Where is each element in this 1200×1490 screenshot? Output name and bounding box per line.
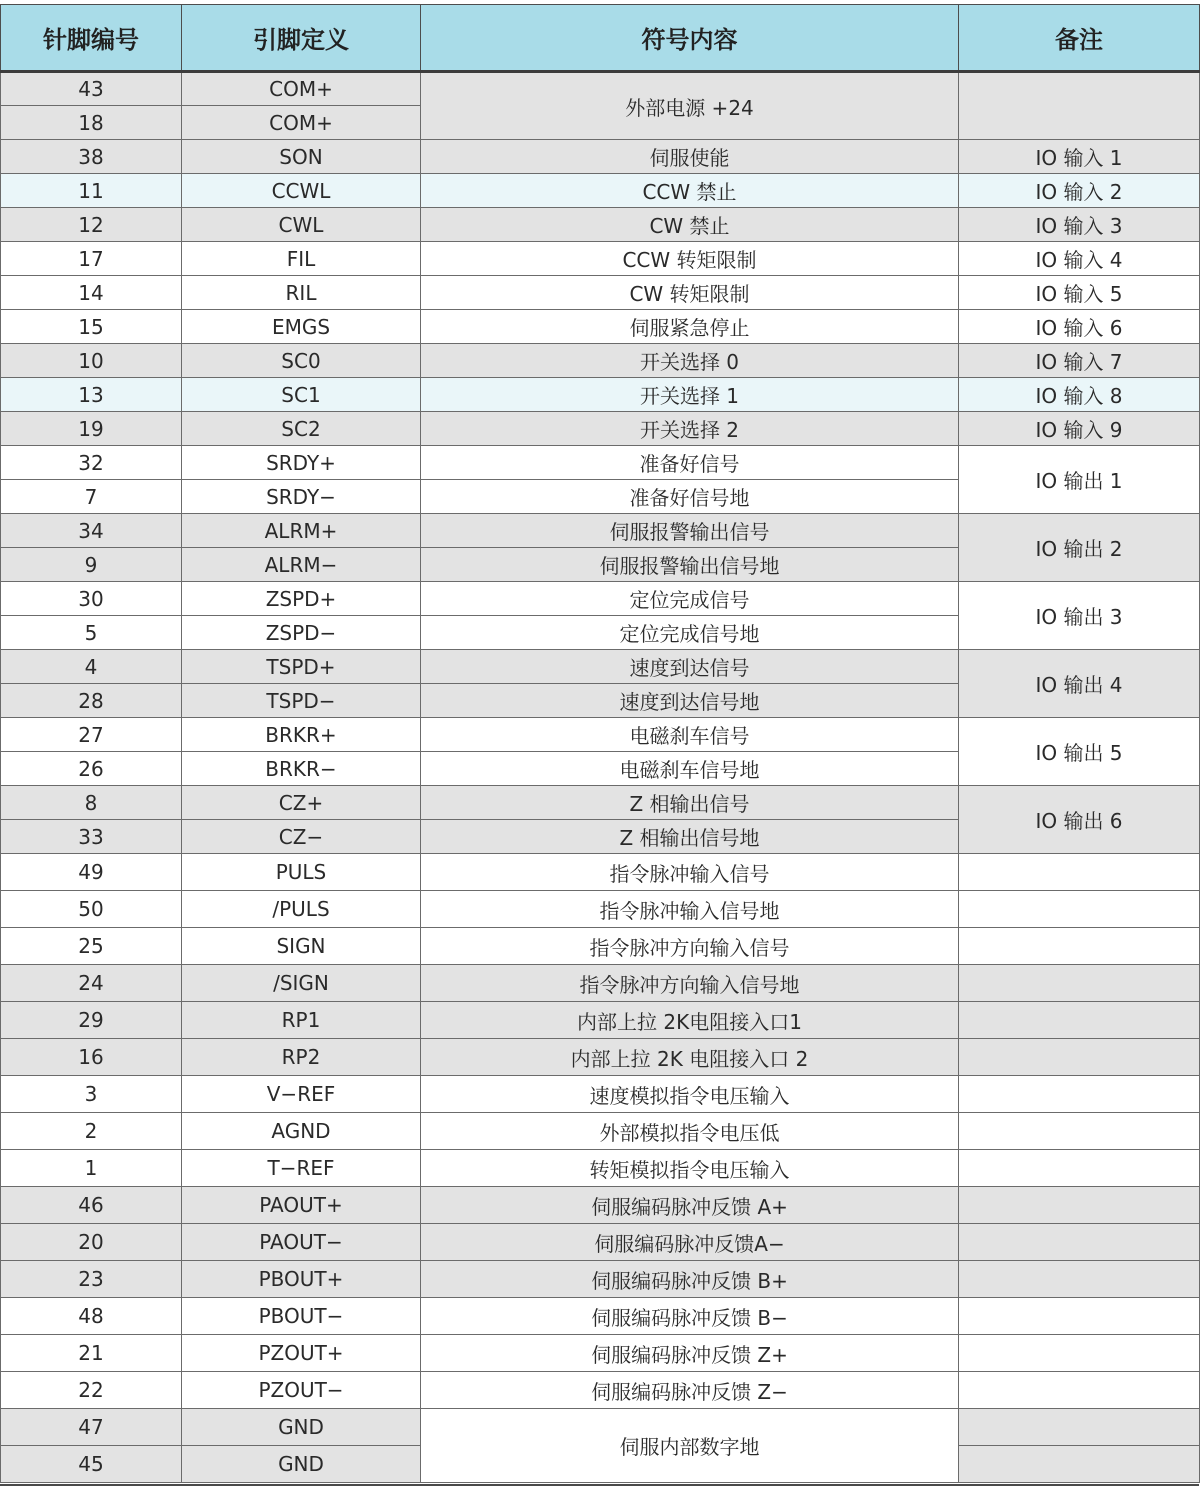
pin-number: 17: [1, 242, 182, 276]
symbol-content: 伺服报警输出信号地: [421, 548, 959, 582]
table-row: [1, 208, 1200, 242]
remark: IO 输入 3: [959, 208, 1200, 242]
pin-number: 1: [1, 1150, 182, 1187]
pin-definition: RP1: [182, 1002, 421, 1039]
pin-number: 15: [1, 310, 182, 344]
pin-number: 24: [1, 965, 182, 1002]
pin-definition: SIGN: [182, 928, 421, 965]
pin-definition: SRDY+: [182, 446, 421, 480]
remark: [959, 1113, 1200, 1150]
pin-definition: SON: [182, 140, 421, 174]
symbol-content: 定位完成信号: [421, 582, 959, 616]
remark: [959, 1261, 1200, 1298]
table-row: [1, 72, 1200, 106]
pin-number: 20: [1, 1224, 182, 1261]
symbol-content: 内部上拉 2K 电阻接入口 2: [421, 1039, 959, 1076]
symbol-content: 开关选择 1: [421, 378, 959, 412]
header-remarks: 备注: [959, 5, 1200, 72]
table-row: [1, 1150, 1200, 1187]
pin-number: 23: [1, 1261, 182, 1298]
pin-number: 46: [1, 1187, 182, 1224]
pin-definition: GND: [182, 1409, 421, 1446]
table-row: [1, 242, 1200, 276]
symbol-content: 伺服编码脉冲反馈 B−: [421, 1298, 959, 1335]
symbol-content: 伺服编码脉冲反馈 Z+: [421, 1335, 959, 1372]
symbol-content: 定位完成信号地: [421, 616, 959, 650]
symbol-content: 伺服编码脉冲反馈 Z−: [421, 1372, 959, 1409]
table-row: [1, 1076, 1200, 1113]
pin-definition: SRDY−: [182, 480, 421, 514]
table-row: [1, 446, 1200, 480]
symbol-content: 速度到达信号: [421, 650, 959, 684]
table-row: [1, 1372, 1200, 1409]
table-row: [1, 344, 1200, 378]
pin-number: 38: [1, 140, 182, 174]
symbol-content: 伺服使能: [421, 140, 959, 174]
pin-number: 13: [1, 378, 182, 412]
symbol-content: 速度模拟指令电压输入: [421, 1076, 959, 1113]
pin-definition: GND: [182, 1446, 421, 1483]
pin-number: 9: [1, 548, 182, 582]
remark: [959, 891, 1200, 928]
symbol-content: CCW 转矩限制: [421, 242, 959, 276]
remark: IO 输出 2: [959, 514, 1200, 582]
pin-definition: CCWL: [182, 174, 421, 208]
remark: [959, 1039, 1200, 1076]
pin-definition: TSPD+: [182, 650, 421, 684]
table-row: [1, 582, 1200, 616]
remark: IO 输出 4: [959, 650, 1200, 718]
pin-number: 14: [1, 276, 182, 310]
pin-number: 48: [1, 1298, 182, 1335]
symbol-content: 指令脉冲方向输入信号地: [421, 965, 959, 1002]
pin-definition: SC2: [182, 412, 421, 446]
symbol-content: 伺服紧急停止: [421, 310, 959, 344]
pin-definition: COM+: [182, 72, 421, 106]
table-row: [1, 1187, 1200, 1224]
table-bottom-rule: [0, 1484, 1199, 1486]
symbol-content: 指令脉冲输入信号地: [421, 891, 959, 928]
symbol-content: CCW 禁止: [421, 174, 959, 208]
remark: [959, 1446, 1200, 1483]
pin-number: 3: [1, 1076, 182, 1113]
table-row: [1, 891, 1200, 928]
pin-number: 50: [1, 891, 182, 928]
symbol-content: CW 转矩限制: [421, 276, 959, 310]
symbol-content: 开关选择 2: [421, 412, 959, 446]
symbol-content: 开关选择 0: [421, 344, 959, 378]
pin-number: 22: [1, 1372, 182, 1409]
table-row: [1, 1113, 1200, 1150]
remark: IO 输入 6: [959, 310, 1200, 344]
pin-number: 45: [1, 1446, 182, 1483]
table-row: [1, 1039, 1200, 1076]
remark: IO 输出 1: [959, 446, 1200, 514]
pin-definition: CZ−: [182, 820, 421, 854]
table-row: [1, 1335, 1200, 1372]
pin-number: 19: [1, 412, 182, 446]
pin-number: 28: [1, 684, 182, 718]
pin-definition: BRKR+: [182, 718, 421, 752]
pin-definition: AGND: [182, 1113, 421, 1150]
pin-definition: EMGS: [182, 310, 421, 344]
pin-definition: ZSPD−: [182, 616, 421, 650]
pin-number: 4: [1, 650, 182, 684]
remark: IO 输出 6: [959, 786, 1200, 854]
pin-definition: CWL: [182, 208, 421, 242]
pin-definition: /SIGN: [182, 965, 421, 1002]
remark: [959, 1298, 1200, 1335]
table-row: [1, 650, 1200, 684]
table-row: [1, 928, 1200, 965]
pin-number: 25: [1, 928, 182, 965]
remark: IO 输入 2: [959, 174, 1200, 208]
pin-definition: PULS: [182, 854, 421, 891]
table-row: [1, 1261, 1200, 1298]
pin-number: 34: [1, 514, 182, 548]
table-row: [1, 514, 1200, 548]
symbol-content: 伺服编码脉冲反馈 B+: [421, 1261, 959, 1298]
remark: IO 输入 9: [959, 412, 1200, 446]
symbol-content: 伺服编码脉冲反馈 A+: [421, 1187, 959, 1224]
table-row: [1, 310, 1200, 344]
remark: IO 输出 3: [959, 582, 1200, 650]
pin-number: 47: [1, 1409, 182, 1446]
remark: [959, 1076, 1200, 1113]
remark: IO 输入 7: [959, 344, 1200, 378]
pin-number: 16: [1, 1039, 182, 1076]
table-row: [1, 174, 1200, 208]
pin-definition: V−REF: [182, 1076, 421, 1113]
table-header-row: [1, 5, 1200, 72]
pin-number: 12: [1, 208, 182, 242]
pin-number: 33: [1, 820, 182, 854]
symbol-content: CW 禁止: [421, 208, 959, 242]
pin-definition: ZSPD+: [182, 582, 421, 616]
symbol-content: Z 相输出信号: [421, 786, 959, 820]
remark: [959, 72, 1200, 140]
pin-definition: RP2: [182, 1039, 421, 1076]
pin-number: 49: [1, 854, 182, 891]
header-pin-number: 针脚编号: [1, 5, 182, 72]
pin-number: 8: [1, 786, 182, 820]
table-row: [1, 786, 1200, 820]
remark: [959, 1409, 1200, 1446]
remark: [959, 1372, 1200, 1409]
pin-number: 26: [1, 752, 182, 786]
pin-definition: PBOUT−: [182, 1298, 421, 1335]
pin-definition: SC1: [182, 378, 421, 412]
pin-definition: PZOUT+: [182, 1335, 421, 1372]
symbol-content: 伺服内部数字地: [421, 1409, 959, 1483]
pin-number: 43: [1, 72, 182, 106]
remark: IO 输入 8: [959, 378, 1200, 412]
table-row: [1, 1298, 1200, 1335]
pin-definition: PAOUT−: [182, 1224, 421, 1261]
remark: IO 输入 1: [959, 140, 1200, 174]
pin-number: 27: [1, 718, 182, 752]
symbol-content: 转矩模拟指令电压输入: [421, 1150, 959, 1187]
pin-definition: TSPD−: [182, 684, 421, 718]
pin-number: 32: [1, 446, 182, 480]
remark: IO 输出 5: [959, 718, 1200, 786]
symbol-content: 准备好信号地: [421, 480, 959, 514]
pin-definition: PZOUT−: [182, 1372, 421, 1409]
symbol-content: 速度到达信号地: [421, 684, 959, 718]
pin-definition: PAOUT+: [182, 1187, 421, 1224]
symbol-content: 指令脉冲输入信号: [421, 854, 959, 891]
symbol-content: 外部模拟指令电压低: [421, 1113, 959, 1150]
remark: [959, 1335, 1200, 1372]
pin-definition: RIL: [182, 276, 421, 310]
symbol-content: 电磁刹车信号地: [421, 752, 959, 786]
remark: [959, 928, 1200, 965]
symbol-content: 电磁刹车信号: [421, 718, 959, 752]
pin-number: 7: [1, 480, 182, 514]
header-pin-definition: 引脚定义: [182, 5, 421, 72]
symbol-content: 外部电源 +24: [421, 72, 959, 140]
pin-definition: CZ+: [182, 786, 421, 820]
remark: [959, 965, 1200, 1002]
table-row: [1, 854, 1200, 891]
pin-definition: ALRM−: [182, 548, 421, 582]
pin-definition: T−REF: [182, 1150, 421, 1187]
table-row: [1, 378, 1200, 412]
pin-definition: PBOUT+: [182, 1261, 421, 1298]
pin-definition: SC0: [182, 344, 421, 378]
pin-definition: FIL: [182, 242, 421, 276]
table-row: [1, 412, 1200, 446]
pin-definition-table: [0, 4, 1200, 1483]
remark: IO 输入 4: [959, 242, 1200, 276]
symbol-content: 内部上拉 2K电阻接入口1: [421, 1002, 959, 1039]
pin-definition: ALRM+: [182, 514, 421, 548]
pin-number: 10: [1, 344, 182, 378]
remark: IO 输入 5: [959, 276, 1200, 310]
table-row: [1, 1409, 1200, 1446]
pin-number: 29: [1, 1002, 182, 1039]
table-row: [1, 1002, 1200, 1039]
remark: [959, 1224, 1200, 1261]
symbol-content: 准备好信号: [421, 446, 959, 480]
remark: [959, 1187, 1200, 1224]
symbol-content: Z 相输出信号地: [421, 820, 959, 854]
pin-number: 11: [1, 174, 182, 208]
pin-definition: /PULS: [182, 891, 421, 928]
table-row: [1, 718, 1200, 752]
pin-number: 18: [1, 106, 182, 140]
table-row: [1, 276, 1200, 310]
symbol-content: 伺服编码脉冲反馈A−: [421, 1224, 959, 1261]
pin-number: 30: [1, 582, 182, 616]
table-row: [1, 1224, 1200, 1261]
remark: [959, 1150, 1200, 1187]
table-row: [1, 965, 1200, 1002]
remark: [959, 854, 1200, 891]
pin-number: 2: [1, 1113, 182, 1150]
table-row: [1, 140, 1200, 174]
header-symbol-content: 符号内容: [421, 5, 959, 72]
symbol-content: 指令脉冲方向输入信号: [421, 928, 959, 965]
pin-number: 5: [1, 616, 182, 650]
pin-definition: BRKR−: [182, 752, 421, 786]
pin-number: 21: [1, 1335, 182, 1372]
pin-definition: COM+: [182, 106, 421, 140]
remark: [959, 1002, 1200, 1039]
symbol-content: 伺服报警输出信号: [421, 514, 959, 548]
